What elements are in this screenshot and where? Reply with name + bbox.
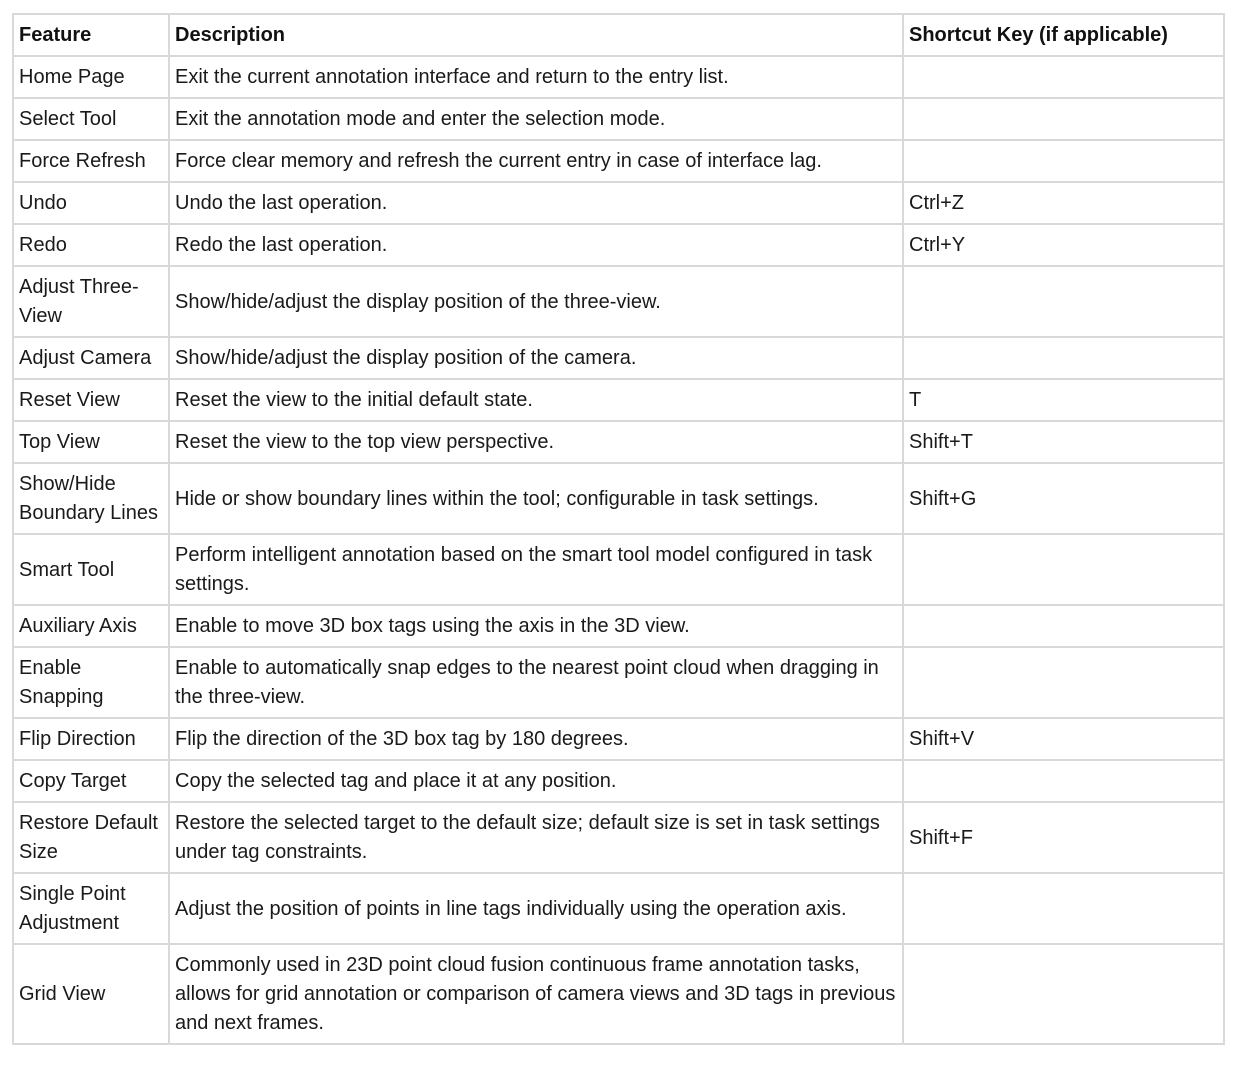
table-row [13, 182, 1224, 224]
table-row [13, 421, 1224, 463]
shortcut-cell [903, 647, 1224, 718]
description-cell: Reset the view to the initial default state. [169, 379, 903, 421]
feature-cell: Adjust Three-View [13, 266, 169, 337]
shortcut-cell [903, 56, 1224, 98]
shortcut-cell: Shift+T [903, 421, 1224, 463]
features-table [12, 13, 1225, 1045]
feature-cell: Undo [13, 182, 169, 224]
shortcut-cell [903, 140, 1224, 182]
description-cell: Hide or show boundary lines within the tool; configurable in task settings. [169, 463, 903, 534]
feature-cell: Single Point Adjustment [13, 873, 169, 944]
feature-cell: Force Refresh [13, 140, 169, 182]
table-body [13, 56, 1224, 1044]
feature-cell: Top View [13, 421, 169, 463]
description-cell: Exit the current annotation interface and return to the entry list. [169, 56, 903, 98]
description-cell: Enable to move 3D box tags using the axis in the 3D view. [169, 605, 903, 647]
description-cell: Undo the last operation. [169, 182, 903, 224]
description-cell: Commonly used in 23D point cloud fusion continuous frame annotation tasks, allows for grid annotation or comparison of camera views and 3D tags in previous and next frames. [169, 944, 903, 1044]
feature-cell: Select Tool [13, 98, 169, 140]
table-row [13, 873, 1224, 944]
description-cell: Force clear memory and refresh the current entry in case of interface lag. [169, 140, 903, 182]
description-cell: Restore the selected target to the default size; default size is set in task settings under tag constraints. [169, 802, 903, 873]
feature-cell: Adjust Camera [13, 337, 169, 379]
feature-cell: Enable Snapping [13, 647, 169, 718]
header-description: Description [169, 14, 903, 56]
feature-cell: Flip Direction [13, 718, 169, 760]
shortcut-cell: Shift+G [903, 463, 1224, 534]
shortcut-cell [903, 944, 1224, 1044]
feature-cell: Copy Target [13, 760, 169, 802]
feature-cell: Home Page [13, 56, 169, 98]
description-cell: Redo the last operation. [169, 224, 903, 266]
table-row [13, 266, 1224, 337]
header-row [13, 14, 1224, 56]
feature-cell: Auxiliary Axis [13, 605, 169, 647]
table-row [13, 463, 1224, 534]
feature-cell: Show/Hide Boundary Lines [13, 463, 169, 534]
description-cell: Show/hide/adjust the display position of the camera. [169, 337, 903, 379]
shortcut-cell: Ctrl+Z [903, 182, 1224, 224]
table-row [13, 760, 1224, 802]
shortcut-cell: Shift+V [903, 718, 1224, 760]
table-row [13, 802, 1224, 873]
shortcut-cell [903, 760, 1224, 802]
shortcut-cell: Shift+F [903, 802, 1224, 873]
shortcut-cell: T [903, 379, 1224, 421]
table-row [13, 140, 1224, 182]
table-row [13, 337, 1224, 379]
table-row [13, 56, 1224, 98]
table-row [13, 98, 1224, 140]
feature-cell: Grid View [13, 944, 169, 1044]
header-shortcut: Shortcut Key (if applicable) [903, 14, 1224, 56]
description-cell: Adjust the position of points in line tags individually using the operation axis. [169, 873, 903, 944]
header-feature: Feature [13, 14, 169, 56]
table-row [13, 534, 1224, 605]
shortcut-cell [903, 337, 1224, 379]
feature-cell: Redo [13, 224, 169, 266]
shortcut-cell: Ctrl+Y [903, 224, 1224, 266]
shortcut-cell [903, 98, 1224, 140]
description-cell: Flip the direction of the 3D box tag by 180 degrees. [169, 718, 903, 760]
description-cell: Exit the annotation mode and enter the selection mode. [169, 98, 903, 140]
table-row [13, 944, 1224, 1044]
description-cell: Copy the selected tag and place it at any position. [169, 760, 903, 802]
shortcut-cell [903, 873, 1224, 944]
description-cell: Enable to automatically snap edges to the nearest point cloud when dragging in the three-view. [169, 647, 903, 718]
feature-cell: Reset View [13, 379, 169, 421]
table-row [13, 379, 1224, 421]
table-row [13, 647, 1224, 718]
feature-cell: Smart Tool [13, 534, 169, 605]
table-row [13, 605, 1224, 647]
description-cell: Perform intelligent annotation based on the smart tool model configured in task settings. [169, 534, 903, 605]
description-cell: Reset the view to the top view perspective. [169, 421, 903, 463]
shortcut-cell [903, 605, 1224, 647]
shortcut-cell [903, 534, 1224, 605]
shortcut-cell [903, 266, 1224, 337]
table-row [13, 224, 1224, 266]
table-row [13, 718, 1224, 760]
description-cell: Show/hide/adjust the display position of the three-view. [169, 266, 903, 337]
feature-cell: Restore Default Size [13, 802, 169, 873]
